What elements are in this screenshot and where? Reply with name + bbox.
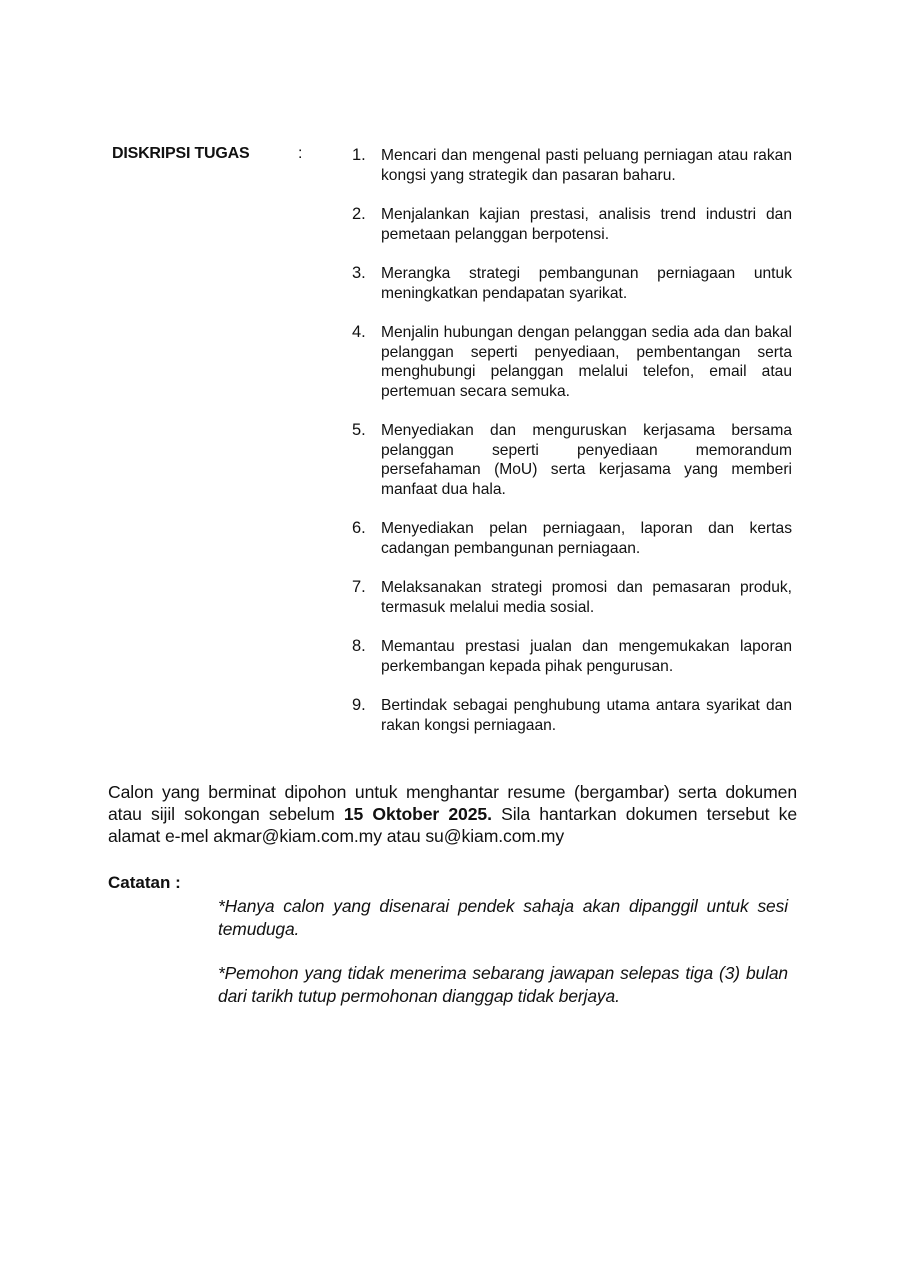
application-deadline: 15 Oktober 2025. xyxy=(343,804,492,824)
email-conjunction: atau xyxy=(381,826,426,846)
duty-number: 1. xyxy=(352,146,366,164)
notes-list xyxy=(218,895,788,1029)
duty-number: 5. xyxy=(352,421,366,439)
duty-text: Menyediakan pelan perniagaan, laporan dan kertas cadangan pembangunan perniagaan. xyxy=(381,520,792,557)
duties-list xyxy=(352,146,792,755)
duty-number: 6. xyxy=(352,519,366,537)
duty-item xyxy=(352,421,792,499)
duty-item xyxy=(352,264,792,303)
email-address-secondary: su@kiam.com.my xyxy=(425,826,565,846)
duty-number: 2. xyxy=(352,205,366,223)
notes-heading: Catatan : xyxy=(108,873,181,892)
duties-separator: : xyxy=(298,145,303,162)
duty-item xyxy=(352,146,792,185)
duties-heading: DISKRIPSI TUGAS xyxy=(112,145,250,162)
email-address-primary: akmar@kiam.com.my xyxy=(213,826,382,846)
duty-text: Menyediakan dan menguruskan kerjasama bersama pelanggan seperti penyediaan memorandum persefahaman (MoU) serta kerjasama yang memberi manfaat dua hala. xyxy=(381,422,792,498)
duty-item xyxy=(352,696,792,735)
note-item: *Pemohon yang tidak menerima sebarang jawapan selepas tiga (3) bulan dari tarikh tutup permohonan dianggap tidak berjaya. xyxy=(218,963,788,1006)
duty-item xyxy=(352,205,792,244)
duty-number: 9. xyxy=(352,696,366,714)
duty-text: Mencari dan mengenal pasti peluang perniagan atau rakan kongsi yang strategik dan pasaran baharu. xyxy=(381,147,792,184)
duty-number: 7. xyxy=(352,578,366,596)
duty-text: Memantau prestasi jualan dan mengemukakan laporan perkembangan kepada pihak pengurusan. xyxy=(381,638,792,675)
application-text-continued: Sila hantarkan dokumen tersebut ke alamat e-mel xyxy=(108,804,797,846)
duty-text: Merangka strategi pembangunan perniagaan untuk meningkatkan pendapatan syarikat. xyxy=(381,265,792,302)
application-instructions xyxy=(108,781,797,847)
duty-text: Melaksanakan strategi promosi dan pemasaran produk, termasuk melalui media sosial. xyxy=(381,579,792,616)
duty-item xyxy=(352,519,792,558)
duty-number: 3. xyxy=(352,264,366,282)
duty-item xyxy=(352,637,792,676)
duty-number: 4. xyxy=(352,323,366,341)
duty-text: Bertindak sebagai penghubung utama antara syarikat dan rakan kongsi perniagaan. xyxy=(381,697,792,734)
application-text: Calon yang berminat dipohon untuk menghantar resume (bergambar) serta dokumen atau sijil sokongan sebelum xyxy=(108,782,797,824)
note-item: *Hanya calon yang disenarai pendek sahaja akan dipanggil untuk sesi temuduga. xyxy=(218,896,788,939)
duty-number: 8. xyxy=(352,637,366,655)
duty-text: Menjalin hubungan dengan pelanggan sedia ada dan bakal pelanggan seperti penyediaan, pembentangan serta menghubungi pelanggan melalui telefon, email atau pertemuan secara semuka. xyxy=(381,324,792,400)
duty-item xyxy=(352,323,792,401)
duty-item xyxy=(352,578,792,617)
duty-text: Menjalankan kajian prestasi, analisis trend industri dan pemetaan pelanggan berpotensi. xyxy=(381,206,792,243)
